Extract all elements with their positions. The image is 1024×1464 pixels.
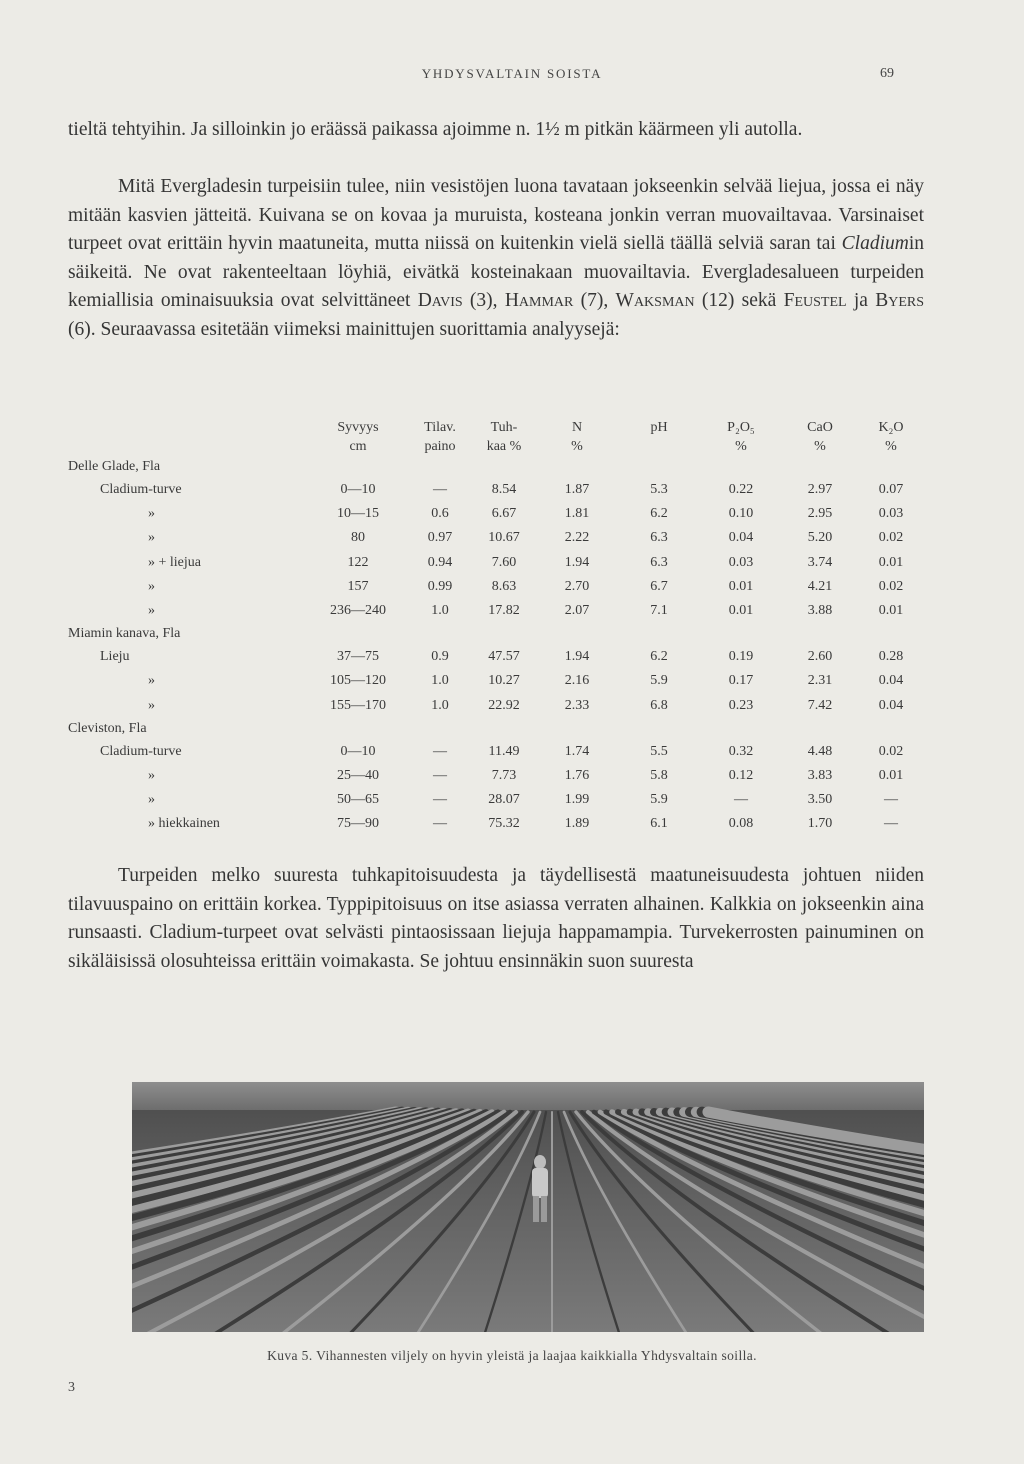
table-cell: 0.02 [878, 530, 904, 546]
table-cell: 10—15 [337, 506, 379, 522]
table-cell: 4.21 [807, 578, 833, 594]
table-cell: 2.97 [807, 482, 833, 498]
table-cell: 0.03 [878, 506, 904, 522]
table-cell: 3.83 [807, 767, 833, 783]
table-row [68, 645, 924, 669]
table-cell: 5.9 [650, 673, 668, 689]
table-cell: 5.5 [650, 743, 668, 759]
table-cell: 2.22 [564, 530, 590, 546]
header-label-spacer [68, 418, 308, 456]
table-cell: 0.28 [878, 649, 904, 665]
table-cell: 105—120 [330, 673, 386, 689]
column-header: P₂O₅ % [727, 420, 755, 454]
table-cell: 0.17 [728, 673, 754, 689]
table-cell: 0.01 [878, 767, 904, 783]
paragraph-1 [68, 116, 924, 145]
table-cell: 0—10 [340, 743, 376, 759]
table-cell: 80 [351, 530, 365, 546]
table-cell: 10.67 [488, 530, 520, 546]
row-label: » hiekkainen [148, 816, 220, 832]
row-label: Cladium-turve [100, 482, 182, 498]
row-label: Lieju [100, 649, 130, 665]
row-label: » [148, 603, 155, 619]
table-cell: 0.10 [728, 506, 754, 522]
table-cell: 0.01 [878, 554, 904, 570]
table-cell: — [884, 816, 898, 832]
table-group-row [68, 456, 924, 478]
author-davis: Davis [417, 290, 463, 312]
table-cell: 1.99 [564, 792, 590, 808]
table-cell: 5.8 [650, 767, 668, 783]
table-cell: 3.88 [807, 603, 833, 619]
table-cell: 6.2 [650, 506, 668, 522]
table-cell: 2.70 [564, 578, 590, 594]
table-cell: 0—10 [340, 482, 376, 498]
table-cell: 4.48 [807, 743, 833, 759]
table-cell: 1.94 [564, 554, 590, 570]
table-row [68, 764, 924, 788]
column-header: pH [650, 420, 668, 435]
table-cell: 0.9 [431, 649, 449, 665]
field-photo-image [132, 1082, 924, 1332]
row-label: Cladium-turve [100, 743, 182, 759]
table-cell: 6.1 [650, 816, 668, 832]
table-cell: 6.7 [650, 578, 668, 594]
table-cell: 6.8 [650, 697, 668, 713]
table-cell: — [433, 816, 447, 832]
table-cell: 122 [347, 554, 369, 570]
paragraph-3-text: Turpeiden melko suuresta tuhkapitoisuudesta ja täydellisestä maatuneisuudesta johtuen niiden tilavuuspaino on erittäin korkea. Typpipitoisuus on itse asiassa verraten alhainen. Kalkkia on jokseenkin aina runsaasti. Cladium-turpeet ovat selvästi pintaosissaan liejuja happamampia. Turvekerrosten painuminen on sikäläisissä olosuhteissa erittäin voimakasta. Se johtuu ensinnäkin suon suuresta [68, 865, 924, 972]
table-cell: 3.50 [807, 792, 833, 808]
p2-part4: (7), [573, 290, 616, 312]
table-cell: 236—240 [330, 603, 386, 619]
table-cell: 2.95 [807, 506, 833, 522]
running-head: YHDYSVALTAIN SOISTA [421, 66, 603, 81]
table-cell: 7.1 [650, 603, 668, 619]
table-cell: 0.6 [431, 506, 449, 522]
paragraph-2 [68, 173, 924, 345]
table-cell: 28.07 [488, 792, 520, 808]
table-cell: 2.33 [564, 697, 590, 713]
table-cell: 6.2 [650, 649, 668, 665]
table-cell: 0.99 [427, 578, 453, 594]
table-cell: 0.22 [728, 482, 754, 498]
table-cell: 1.89 [564, 816, 590, 832]
table-cell: — [433, 767, 447, 783]
table-cell: 50—65 [337, 792, 379, 808]
table-cell: 6.3 [650, 554, 668, 570]
p2-part3: (3), [462, 290, 505, 312]
p2-part2: in säikeitä. Ne ovat rakenteeltaan löyhiä, eivätkä kosteinakaan muovailtavia. Evergladesalueen turpeiden kemiallisia ominaisuuksia ovat selvittäneet [68, 233, 924, 312]
table-cell: 0.94 [427, 554, 453, 570]
row-label: » [148, 697, 155, 713]
table-cell: 1.70 [807, 816, 833, 832]
table-cell: 0.04 [878, 697, 904, 713]
table-body [68, 456, 924, 836]
table-header-row [68, 418, 924, 456]
analysis-table-wrap [68, 418, 924, 836]
table-row [68, 502, 924, 526]
p2-italic-cladium: Cladium [841, 233, 909, 255]
table-group-row [68, 623, 924, 645]
row-label: » + liejua [148, 554, 201, 570]
row-label: » [148, 792, 155, 808]
table-group-row [68, 718, 924, 740]
table-row [68, 478, 924, 502]
row-label: » [148, 767, 155, 783]
table-cell: 2.31 [807, 673, 833, 689]
table-cell: 2.60 [807, 649, 833, 665]
table-cell: 11.49 [488, 743, 520, 759]
table-cell: 25—40 [337, 767, 379, 783]
p2-part6: ja [846, 290, 876, 312]
field-photograph [132, 1082, 924, 1332]
table-cell: 5.20 [807, 530, 833, 546]
column-header: K₂O % [878, 420, 904, 454]
table-row [68, 599, 924, 623]
paragraph-3 [68, 862, 924, 976]
table-cell: 1.74 [564, 743, 590, 759]
table-cell: 1.0 [431, 697, 449, 713]
table-cell: 3.74 [807, 554, 833, 570]
table-cell: 1.0 [431, 603, 449, 619]
table-cell: 155—170 [330, 697, 386, 713]
table-cell: 0.12 [728, 767, 754, 783]
p2-part7: (6). Seuraavassa esitetään viimeksi mainittujen suorittamia analyysejä: [68, 318, 620, 340]
table-row [68, 526, 924, 550]
column-header: Tilav. paino [424, 420, 456, 454]
table-row [68, 812, 924, 836]
table-row [68, 575, 924, 599]
table-row [68, 551, 924, 575]
table-cell: 1.0 [431, 673, 449, 689]
table-cell: 0.07 [878, 482, 904, 498]
table-cell: 0.02 [878, 743, 904, 759]
table-cell: 17.82 [488, 603, 520, 619]
table-cell: 37—75 [337, 649, 379, 665]
table-cell: 22.92 [488, 697, 520, 713]
column-header: CaO % [807, 420, 833, 454]
table-row [68, 669, 924, 693]
table-cell: 2.16 [564, 673, 590, 689]
author-waksman: Waksman [615, 290, 695, 312]
table-cell: 1.94 [564, 649, 590, 665]
table-cell: 0.08 [728, 816, 754, 832]
table-cell: — [884, 792, 898, 808]
p2-part1: Mitä Evergladesin turpeisiin tulee, niin vesistöjen luona tavataan jokseenkin selvää liejua, jossa ei näy mitään kasvien jätteitä. Kuivana se on kovaa ja muruista, kosteana jonkin verran muovailtavaa. Varsinaiset turpeet ovat erittäin hyvin maatuneita, mutta niissä on kuitenkin vielä siellä täällä selviä saran tai [68, 176, 924, 255]
table-row [68, 740, 924, 764]
row-label: » [148, 578, 155, 594]
table-row [68, 694, 924, 718]
table-cell: 5.9 [650, 792, 668, 808]
table-cell: 0.04 [878, 673, 904, 689]
table-cell: 0.03 [728, 554, 754, 570]
column-header: N % [571, 420, 583, 454]
table-cell: 7.42 [807, 697, 833, 713]
column-header: Syvyys cm [337, 420, 379, 454]
table-cell: — [734, 792, 748, 808]
row-label: » [148, 673, 155, 689]
column-header: Tuh- kaa % [486, 420, 522, 454]
table-cell: 47.57 [488, 649, 520, 665]
table-cell: 1.87 [564, 482, 590, 498]
figure-caption: Kuva 5. Vihannesten viljely on hyvin yleistä ja laajaa kaikkialla Yhdysvaltain soilla. [267, 1348, 757, 1363]
table-cell: 1.81 [564, 506, 590, 522]
row-label: » [148, 530, 155, 546]
table-cell: 7.60 [491, 554, 517, 570]
table-cell: 0.01 [728, 603, 754, 619]
paragraph-1-text: tieltä tehtyihin. Ja silloinkin jo eräässä paikassa ajoimme n. 1½ m pitkän käärmeen yli autolla. [68, 119, 803, 140]
table-cell: 0.19 [728, 649, 754, 665]
location-label: Miamin kanava, Fla [68, 626, 181, 642]
table-cell: 2.07 [564, 603, 590, 619]
table-cell: 8.63 [491, 578, 517, 594]
table-cell: 0.01 [878, 603, 904, 619]
table-cell: 6.67 [491, 506, 517, 522]
table-cell: 6.3 [650, 530, 668, 546]
table-cell: 157 [347, 578, 369, 594]
author-feustel: Feustel [783, 290, 847, 312]
table-cell: 0.97 [427, 530, 453, 546]
table-cell: — [433, 743, 447, 759]
page-number: 69 [880, 66, 894, 81]
table-row [68, 788, 924, 812]
paragraph-2-text [68, 173, 924, 345]
table-cell: 10.27 [488, 673, 520, 689]
table-cell: 0.23 [728, 697, 754, 713]
table-cell: 8.54 [491, 482, 517, 498]
analysis-table [68, 418, 924, 836]
row-label: » [148, 506, 155, 522]
location-label: Cleviston, Fla [68, 720, 147, 736]
table-cell: 75.32 [488, 816, 520, 832]
author-hammar: Hammar [504, 290, 574, 312]
location-label: Delle Glade, Fla [68, 459, 161, 474]
table-cell: 5.3 [650, 482, 668, 498]
table-cell: — [433, 792, 447, 808]
table-cell: 75—90 [337, 816, 379, 832]
table-cell: 7.73 [491, 767, 517, 783]
table-cell: 0.02 [878, 578, 904, 594]
table-cell: 1.76 [564, 767, 590, 783]
table-cell: 0.32 [728, 743, 754, 759]
table-cell: — [433, 482, 447, 498]
page-header [0, 66, 1024, 88]
p2-part5: (12) sekä [694, 290, 784, 312]
table-cell: 0.01 [728, 578, 754, 594]
signature-mark: 3 [68, 1380, 75, 1395]
table-cell: 0.04 [728, 530, 754, 546]
author-byers: Byers [875, 290, 924, 312]
